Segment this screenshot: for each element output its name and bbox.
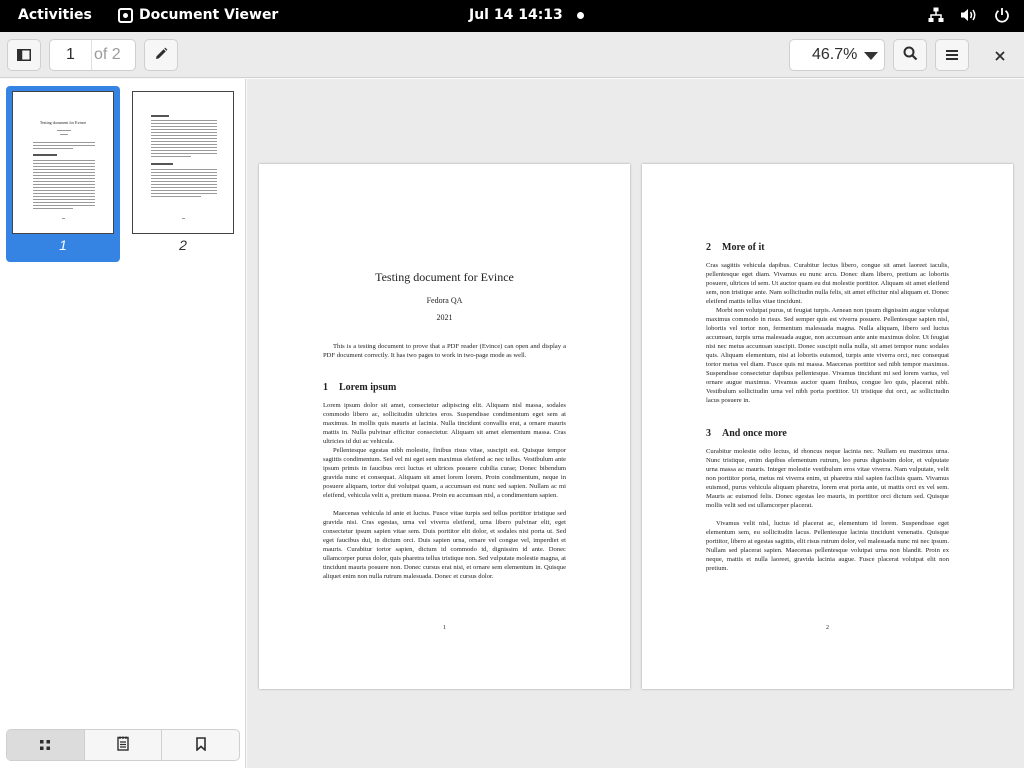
clock[interactable]: Jul 14 14:13: [469, 7, 563, 23]
paragraph: Lorem ipsum dolor sit amet, consectetur adipiscing elit. Aliquam nisl massa, sodales commodo libero ac, sollicitudin ultricies eros. Suspendisse condimentum eget sem at maximus. In mollis quis mauris at lacinia. Nulla tincidunt convallis erat, a ornare mauris mattis in. Nulla pulvinar efficitur consectetur. Aliquam sit amet elementum massa. Cras ultricies id dui ac vehicula.: [323, 402, 566, 445]
paragraph: Vivamus velit nisl, luctus id placerat ac, elementum id lorem. Suspendisse eget elementum sem, eu sollicitudin lacus. Pellentesque lacinia tincidunt venenatis. Quisque porttitor, libero at egestas sagittis, elit risus rutrum dolor, vel malesuada nunc mi nec ipsum. Nullam sed placerat sapien. Maecenas pellentesque volutpat urna non blandit. Proin ex neque, mattis et nulla laoreet, gravida lacinia augue. Fusce placerat volutpat elit non pretium.: [706, 520, 949, 572]
chevron-down-icon: [864, 52, 878, 60]
zoom-value: 46.7%: [812, 46, 858, 63]
hamburger-menu-icon: [945, 46, 959, 65]
section-title: More of it: [722, 242, 765, 253]
zoom-selector[interactable]: [789, 39, 885, 71]
volume-icon[interactable]: [960, 7, 978, 23]
document-author: Fedora QA: [426, 296, 463, 305]
section-heading-3: [706, 428, 787, 439]
tab-bookmarks[interactable]: [162, 730, 239, 760]
section-number: 2: [706, 242, 711, 253]
current-page-input[interactable]: 1: [50, 40, 92, 70]
thumbnail-title: Testing document for Evince: [39, 120, 87, 125]
tab-outline[interactable]: [85, 730, 163, 760]
paragraph: Morbi non volutpat purus, ut feugiat turpis. Aenean non ipsum dignissim augue volutpat maximus commodo in risus. Sed semper quis est viverra posuere. Pellentesque sapien nisl, lobortis vel tortor non, fermentum malesuada magna. Nulla aliquam, libero sed luctus accumsan, turpis urna malesuada augue, non accumsan ante ante maximus dolor. Ut feugiat nisi nec metus accumsan suscipit. Donec suscipit nulla nulla, sit amet tempor nunc sodales quis. Aliquam elementum, nisi at lobortis euismod, turpis ante viverra orci, nec consequat tortor metus vel diam. Fusce quis mi massa. Maecenas porttitor sed nibh tempor maximus. Suspendisse consectetur dapibus pellentesque. Vivamus tincidunt mi sed lorem varius, vel ornare augue maximus. Vivamus auctor quam finibus, congue leo quis, placerat nibh. Vestibulum sollicitudin urna vel nibh porta porttitor. Ut tristique dui orci, ac sollicitudin lacus posuere in.: [706, 307, 949, 404]
network-icon[interactable]: [928, 7, 944, 23]
main-menu-button[interactable]: [935, 39, 969, 71]
section-heading-2: [706, 242, 765, 253]
section-title: And once more: [722, 428, 787, 439]
paragraph: Cras sagittis vehicula dapibus. Curabitur lectus libero, congue sit amet laoreet iaculis, pellentesque eget diam. Vivamus eu nunc arcu. Donec diam libero, pretium ac lobortis posuere, ultrices id sem. Ut auctor quam eu dui molestie porttitor. Aliquam sit amet eleifend sem, non tristique ante. Nam sollicitudin nulla felis, sit amet efficitur nisl aliquam et. Donec eleifend mattis tellus vitae tincidunt.: [706, 262, 949, 305]
document-list-icon: [116, 736, 130, 755]
total-pages-label: of 2: [94, 46, 121, 63]
page-number-entry[interactable]: [49, 39, 136, 71]
section-number: 3: [706, 428, 711, 439]
document-view[interactable]: [247, 79, 1024, 768]
sidebar-toggle-icon: [17, 46, 31, 65]
document-date: 2021: [436, 313, 453, 322]
annotate-button[interactable]: [144, 39, 178, 71]
thumbnail-label-2: 2: [179, 237, 187, 253]
app-menu[interactable]: [118, 7, 278, 23]
search-button[interactable]: [893, 39, 927, 71]
pencil-icon: [154, 46, 168, 65]
activities-button[interactable]: Activities: [18, 7, 92, 23]
app-name: Document Viewer: [139, 7, 279, 23]
sidebar-view-switcher: [6, 729, 240, 761]
section-number: 1: [323, 382, 328, 393]
tab-thumbnails[interactable]: [7, 730, 85, 760]
notification-dot: [577, 12, 584, 19]
document-page-2[interactable]: [642, 164, 1013, 689]
section-heading-1: [323, 382, 396, 393]
top-bar: [0, 0, 1024, 32]
search-icon: [903, 46, 918, 65]
thumbnail-label-1: 1: [59, 237, 67, 253]
header-bar: [0, 32, 1024, 78]
document-title: Testing document for Evince: [375, 270, 514, 284]
paragraph: Curabitur molestie odio lectus, id rhoncus neque lacinia nec. Nullam eu maximus urna. Nunc tristique, enim dapibus elementum rutrum, leo purus dignissim dolor, et vulputate urna massa ac mauris. Integer molestie vestibulum eros vitae viverra. Nam vulputate, velit non porttitor porta, metus mi viverra enim, ut pharetra nisl sapien facilisis quam. Vivamus euismod, purus vehicula aliquam pharetra, lorem erat porta ante, ut mattis orci ex vel sem. Mauris ac euismod felis. Donec egestas leo mauris, in porttitor orci dictum sed. Quisque mollis velit sed est ullamcorper placerat.: [706, 448, 949, 509]
document-abstract: This is a testing document to prove that a PDF reader (Evince) can open and display a PDF document correctly. It has two pages to work in two-page mode as well.: [323, 343, 566, 359]
page-number-footer: 1: [443, 625, 446, 631]
section-title: Lorem ipsum: [339, 382, 397, 393]
paragraph: Pellentesque egestas nibh molestie, finibus risus vitae, suscipit est. Quisque tempor sagittis condimentum. Sed vel mi eget sem maximus eleifend ac nec tellus. Vestibulum ante ipsum primis in faucibus orci luctus et ultrices posuere cubilia curae; Donec bibendum gravida nunc et consequat. Aliquam sit amet lorem lorem. Proin condimentum, neque in posuere aliquam, tortor dui volutpat quam, a accumsan est nunc sed sapien. Nullam ac mi eleifend, vehicula velit a, pretium massa. Proin eu accumsan nisl, a condimentum sapien.: [323, 447, 566, 499]
document-viewer-icon: [118, 8, 133, 23]
close-icon: [995, 46, 1005, 65]
page-number-footer: 2: [826, 625, 829, 631]
close-button[interactable]: [983, 39, 1017, 71]
paragraph: Maecenas vehicula id ante et luctus. Fusce vitae turpis sed tellus porttitor tristique sed gravida nisi. Cras egestas, urna vel viverra eleifend, urna libero pulvinar elit, eget consectetur ipsum sapien vitae sem. Duis porttitor elit dolor, et sodales nisi porta ut. Sed eget faucibus dui, in dictum orci. Duis sapien urna, ornare vel congue vel, imperdiet et mauris. Curabitur tortor sapien, dictum id commodo id, dignissim id ante. Donec ullamcorper purus dolor, quis pharetra tellus tristique non. Sed vulputate molestie magna, at tincidunt mauris posuere non. Donec cursus erat nisi, et ornare sem elementum in. Quisque aliquet enim non nulla rutrum malesuada. Donec et cursus dolor.: [323, 510, 566, 580]
sidebar-toggle-button[interactable]: [7, 39, 41, 71]
system-tray[interactable]: [928, 7, 1010, 23]
grid-icon: [39, 736, 51, 755]
sidebar: [0, 79, 246, 768]
document-page-1[interactable]: [259, 164, 630, 689]
page-thumbnail-1[interactable]: [12, 91, 114, 234]
bookmark-icon: [195, 736, 207, 755]
page-thumbnail-2[interactable]: [132, 91, 234, 234]
power-icon[interactable]: [994, 7, 1010, 23]
